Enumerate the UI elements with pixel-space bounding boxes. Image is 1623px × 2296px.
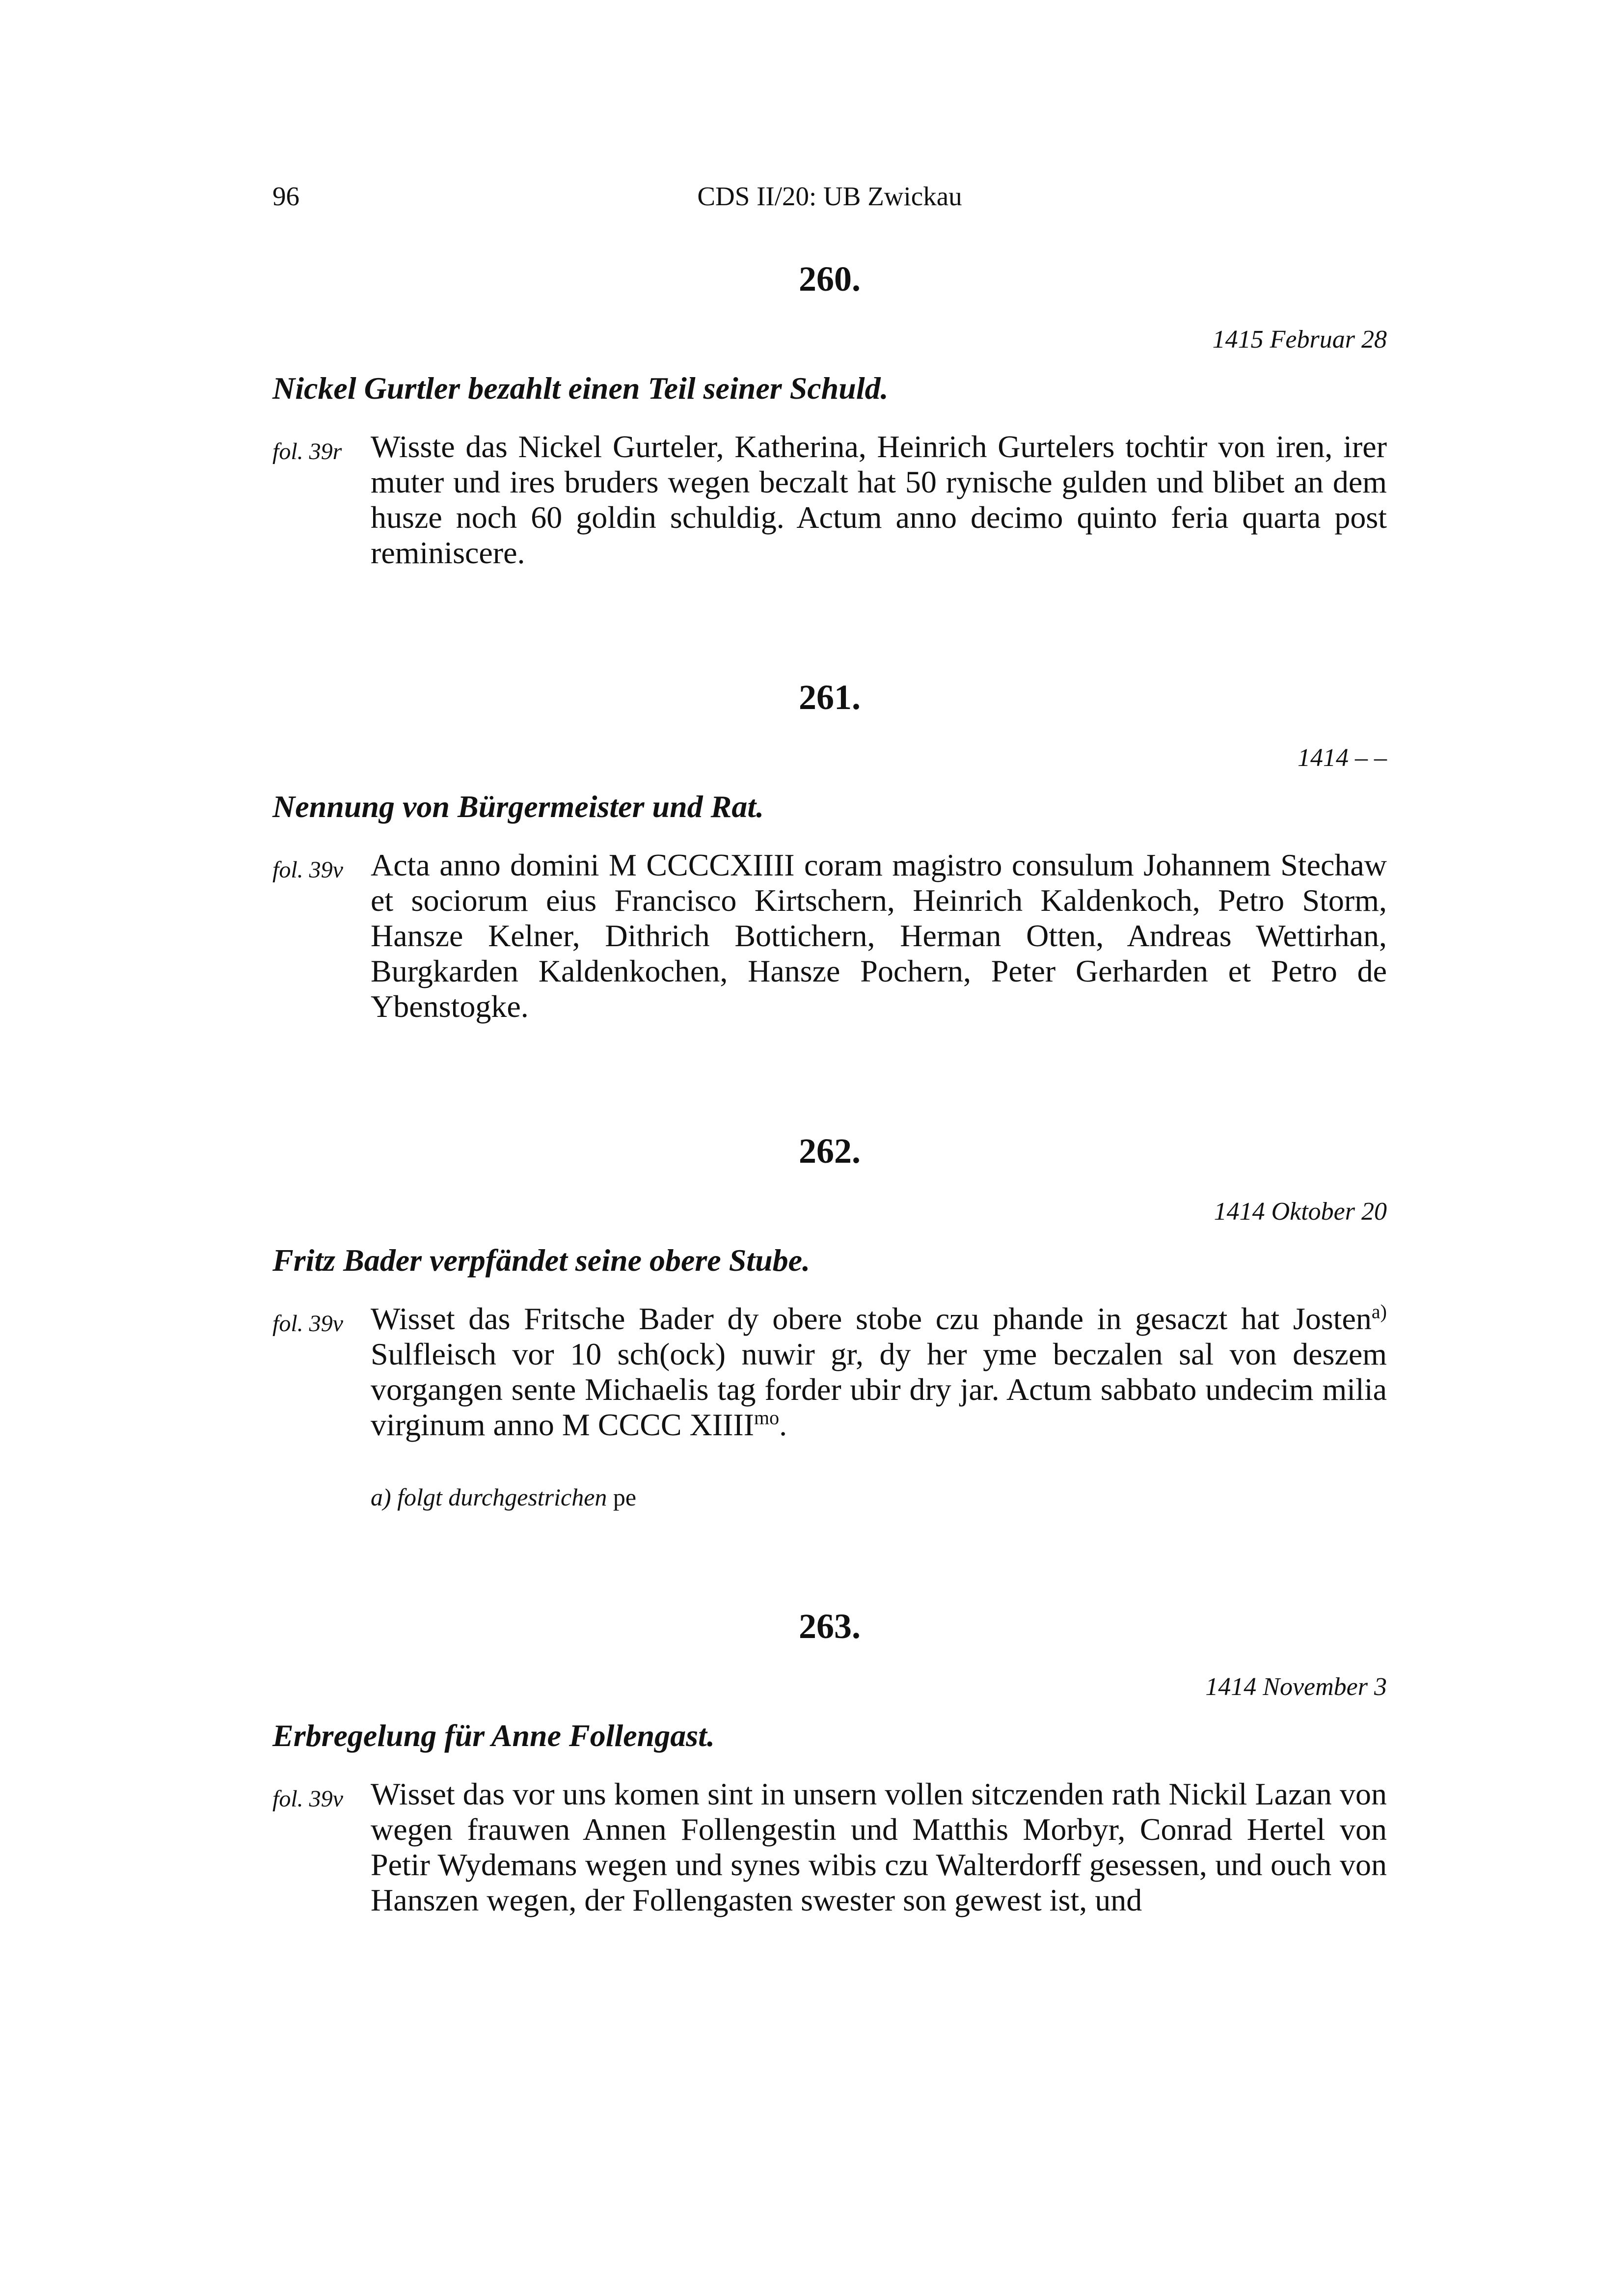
folio-reference: fol. 39v <box>272 857 343 883</box>
entry-text: Wisste das Nickel Gurteler, Katherina, Heinrich Gurtelers tochtir von iren, irer muter und ires bruders wegen beczalt hat 50 rynische gulden und blibet an dem husze noch 60 goldin schuldig. Actum anno decimo quinto feria quarta post reminiscere. <box>371 429 1387 570</box>
folio-reference: fol. 39v <box>272 1311 343 1337</box>
entry-260 <box>272 255 1387 571</box>
entry-text: Wisset das vor uns komen sint in unsern vollen sitczenden rath Nickil Lazan von wegen frauwen Annen Follengestin und Matthis Morbyr, Conrad Hertel von Petir Wydemans wegen und synes wibis czu Walterdorff gesessen, und ouch von Hanszen wegen, der Follengasten swester son gewest ist, und <box>371 1777 1387 1917</box>
entry-263 <box>272 1603 1387 1918</box>
entry-title: Nickel Gurtler bezahlt einen Teil seiner Schuld. <box>272 371 889 406</box>
entry-title: Erbregelung für Anne Follengast. <box>272 1718 715 1753</box>
entry-body <box>272 847 1387 1024</box>
entry-number: 260. <box>799 259 861 299</box>
footnote-text: pe <box>607 1483 637 1511</box>
entry-title: Nennung von Bürgermeister und Rat. <box>272 789 764 824</box>
entry-body <box>272 429 1387 571</box>
entry-text-part: Wisset das Fritsche Bader dy obere stobe czu phande in gesaczt hat Josten <box>371 1301 1372 1336</box>
entry-date: 1414 – – <box>1298 744 1387 772</box>
page-number: 96 <box>272 181 299 211</box>
entry-body <box>272 1301 1387 1443</box>
folio-reference: fol. 39v <box>272 1786 343 1812</box>
entry-number: 262. <box>799 1131 861 1171</box>
entry-text <box>371 1301 1387 1443</box>
entry-262 <box>272 1127 1387 1514</box>
entry-text-part: . <box>779 1407 787 1442</box>
entry-261 <box>272 674 1387 1024</box>
entry-title: Fritz Bader verpfändet seine obere Stube. <box>272 1243 811 1278</box>
folio-reference: fol. 39r <box>272 438 342 465</box>
entry-date: 1414 November 3 <box>1205 1673 1387 1701</box>
entry-number: 261. <box>799 678 861 717</box>
entry-body <box>272 1777 1387 1918</box>
footnote-label: a) folgt durchgestrichen <box>371 1483 607 1511</box>
entry-number: 263. <box>799 1607 861 1646</box>
footnote-marker: a) <box>1371 1300 1387 1323</box>
footnote <box>371 1480 1387 1514</box>
running-head <box>272 177 1387 216</box>
entry-text: Acta anno domini M CCCCXIIII coram magistro consulum Johannem Stechaw et sociorum eius Francisco Kirtschern, Heinrich Kaldenkoch, Petro Storm, Hansze Kelner, Dithrich Bottichern, Herman Otten, Andreas Wettirhan, Burgkarden Kaldenkochen, Hansze Pochern, Peter Gerharden et Petro de Ybenstogke. <box>371 847 1387 1024</box>
entry-date: 1414 Oktober 20 <box>1214 1198 1387 1226</box>
entry-text-part: Sulfleisch vor 10 sch(ock) nuwir gr, dy her yme beczalen sal von deszem vorgangen sente Michaelis tag forder ubir dry jar. Actum sabbato undecim milia virginum anno M CCCC XIIII <box>371 1337 1387 1442</box>
running-title: CDS II/20: UB Zwickau <box>697 181 962 211</box>
superscript-abbreviation: mo <box>754 1406 780 1429</box>
entry-date: 1415 Februar 28 <box>1212 326 1387 354</box>
